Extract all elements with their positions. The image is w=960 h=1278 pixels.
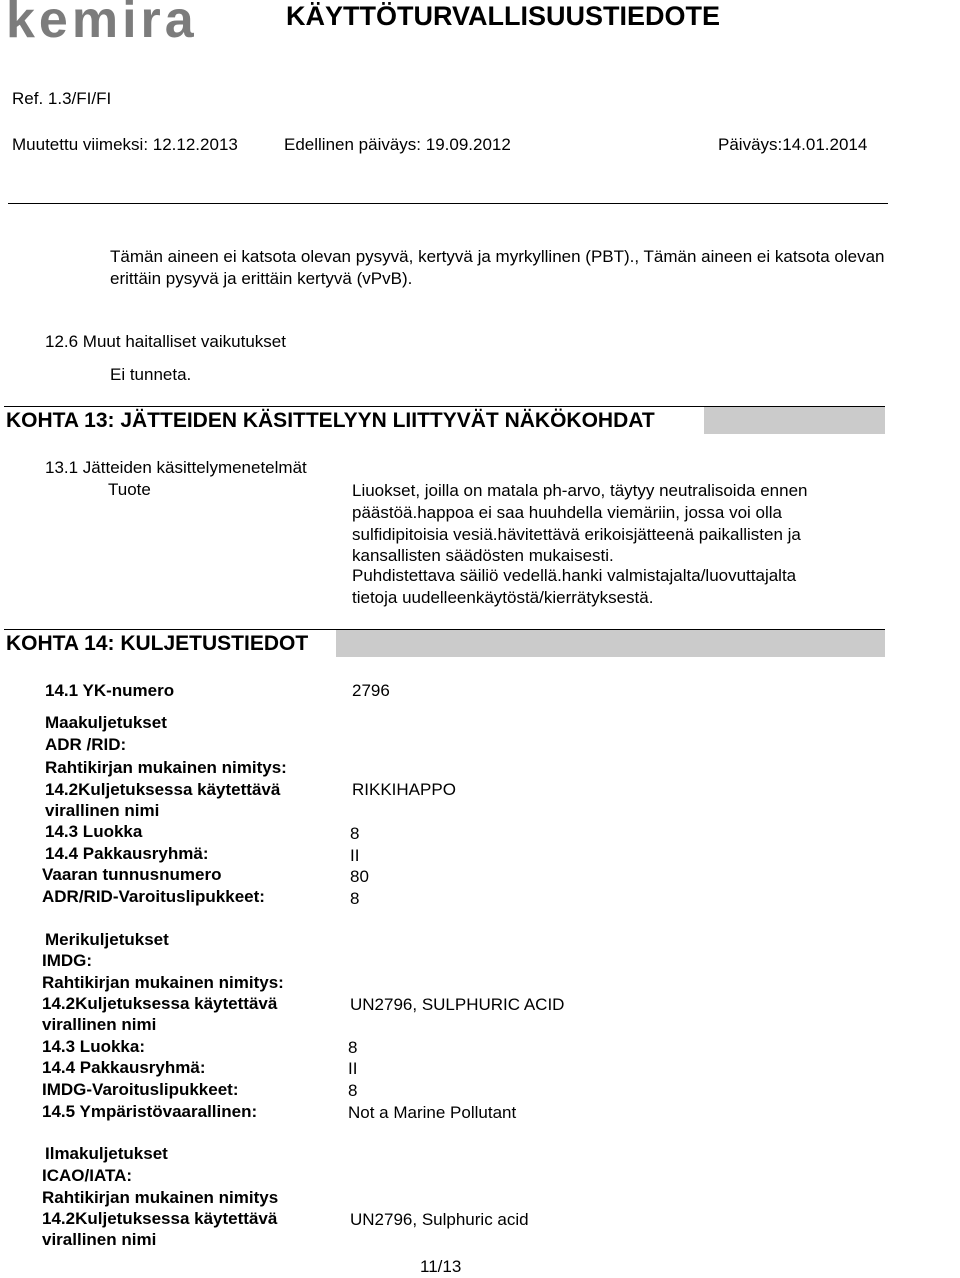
sea-environmental-hazard-value: Not a Marine Pollutant [348,1103,517,1122]
air-shipping-name-label: Rahtikirjan mukainen nimitys [42,1188,279,1207]
land-packing-group-label: 14.4 Pakkausryhmä: [45,844,209,863]
air-transport-heading: Ilmakuljetukset [45,1144,168,1163]
land-hazard-number-value: 80 [350,867,369,886]
sea-proper-name-value: UN2796, SULPHURIC ACID [350,995,565,1014]
subsection-13-1-heading: 13.1 Jätteiden käsittelymenetelmät [45,458,307,477]
pbt-statement-line-2: erittäin pysyvä ja erittäin kertyvä (vPvB). [110,269,413,288]
un-number-label: 14.1 YK-numero [45,681,175,700]
land-regulation: ADR /RID: [45,735,127,754]
land-warning-labels-label: ADR/RID-Varoituslipukkeet: [42,887,265,906]
sea-transport-heading: Merikuljetukset [45,930,169,949]
section-13-header [4,406,885,434]
sea-warning-labels-label: IMDG-Varoituslipukkeet: [42,1080,239,1099]
land-shipping-name-label: Rahtikirjan mukainen nimitys: [45,758,287,777]
land-proper-name-value: RIKKIHAPPO [352,780,456,799]
land-transport-heading: Maakuljetukset [45,713,167,732]
sea-packing-group-value: II [348,1059,358,1078]
document-reference: Ref. 1.3/FI/FI [12,89,112,108]
subsection-12-6-value: Ei tunneta. [110,365,192,384]
waste-text-line-6: tietoja uudelleenkäytöstä/kierrätyksestä. [352,588,654,607]
page-number: 11/13 [420,1257,462,1276]
air-proper-name-label-2: virallinen nimi [42,1230,157,1249]
section-14-header [4,629,885,657]
pbt-statement-line-1: Tämän aineen ei katsota olevan pysyvä, kertyvä ja myrkyllinen (PBT)., Tämän aineen ei katsota olevan [110,247,885,266]
air-proper-name-value: UN2796, Sulphuric acid [350,1210,529,1229]
waste-text-line-4: kansallisten säädösten mukaisesti. [352,546,614,565]
waste-text-line-3: sulfidipitoisia vesiä.hävitettävä erikoisjätteenä paikallisten ja [352,525,801,544]
sea-packing-group-label: 14.4 Pakkausryhmä: [42,1058,206,1077]
land-hazard-number-label: Vaaran tunnusnumero [42,865,222,884]
section-13-title: KOHTA 13: JÄTTEIDEN KÄSITTELYYN LIITTYVÄT NÄKÖKOHDAT [6,409,655,432]
sea-class-label: 14.3 Luokka: [42,1037,145,1056]
subsection-12-6-heading: 12.6 Muut haitalliset vaikutukset [45,332,286,351]
land-packing-group-value: II [350,846,360,865]
land-proper-name-label-1: 14.2Kuljetuksessa käytettävä [45,780,281,799]
section-14-title: KOHTA 14: KULJETUSTIEDOT [6,632,309,655]
land-warning-labels-value: 8 [350,889,360,908]
company-logo: kemira [6,0,198,49]
land-class-label: 14.3 Luokka [45,822,143,841]
sea-proper-name-label-1: 14.2Kuljetuksessa käytettävä [42,994,278,1013]
land-class-value: 8 [350,824,360,843]
product-label: Tuote [108,480,151,499]
waste-text-line-2: päästöä.happoa ei saa huuhdella viemäriin, jossa voi olla [352,503,783,522]
sea-shipping-name-label: Rahtikirjan mukainen nimitys: [42,973,284,992]
sea-class-value: 8 [348,1038,358,1057]
header-divider [8,203,888,204]
sea-environmental-hazard-label: 14.5 Ympäristövaarallinen: [42,1102,258,1121]
document-title: KÄYTTÖTURVALLISUUSTIEDOTE [286,1,721,31]
issue-date: Päiväys:14.01.2014 [718,135,868,154]
air-regulation: ICAO/IATA: [42,1166,133,1185]
last-modified-date: Muutettu viimeksi: 12.12.2013 [12,135,238,154]
waste-text-line-5: Puhdistettava säiliö vedellä.hanki valmistajalta/luovuttajalta [352,566,797,585]
sea-regulation: IMDG: [42,951,93,970]
un-number-value: 2796 [352,681,390,700]
sea-warning-labels-value: 8 [348,1081,358,1100]
land-proper-name-label-2: virallinen nimi [45,801,160,820]
previous-date: Edellinen päiväys: 19.09.2012 [284,135,511,154]
air-proper-name-label-1: 14.2Kuljetuksessa käytettävä [42,1209,278,1228]
waste-text-line-1: Liuokset, joilla on matala ph-arvo, täytyy neutralisoida ennen [352,481,808,500]
sea-proper-name-label-2: virallinen nimi [42,1015,157,1034]
